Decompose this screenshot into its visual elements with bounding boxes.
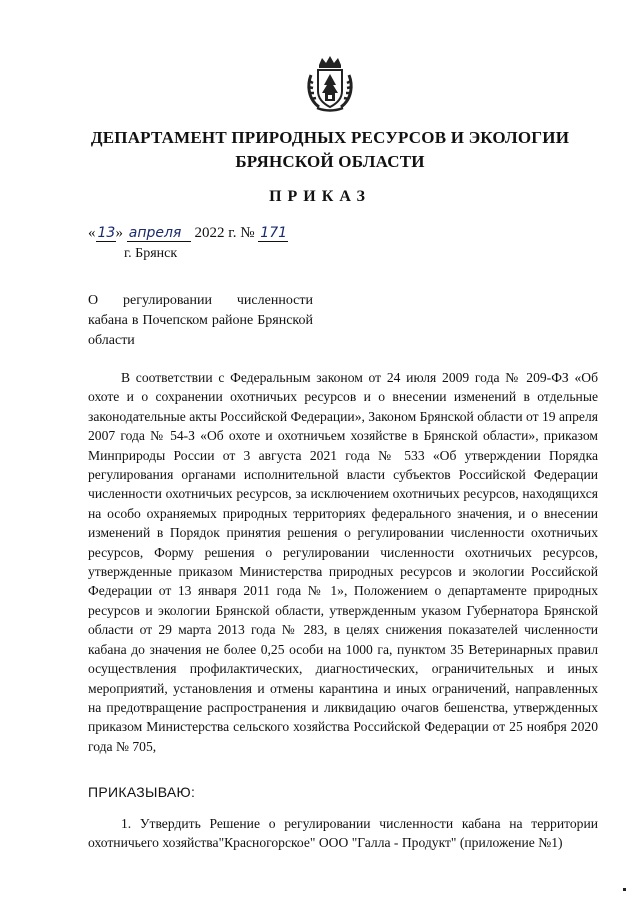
order-number: 171 xyxy=(260,225,288,241)
date-open-quote: « xyxy=(88,225,96,241)
order-item-1: 1. Утвердить Решение о регулировании численности кабана на территории охотничьего хозяйства"Красногорское" ООО "Галла - Продукт" (приложение №1) xyxy=(88,816,598,851)
order-preamble: В соответствии с Федеральным законом от 24 июля 2009 года № 209-ФЗ «Об охоте и о сохранении охотничьих ресурсов и о внесении изменений в отдельные законодательные акты Российской Федерации», Законом Брянской области от 19 апреля 2007 года № 54-З «Об охоте и охотничьем хозяйстве в Брянской области», приказом Минприроды России от 3 августа 2021 года № 533 «Об утверждении Порядка регулирования органами исполнительной власти субъектов Российской Федерации численности охотничьих ресурсов, за исключением охотничьих ресурсов, находящихся на особо охраняемых природных территориях федерального значения, и о внесении изменений в Порядок принятия решения о регулировании численности охотничьих ресурсов, Форму решения о регулировании численности охотничьих ресурсов, утвержденные приказом Министерства природных ресурсов и экологии Российской Федерации от 13 января 2011 года № 1», Положением о департаменте природных ресурсов и экологии Брянской области, утвержденным указом Губернатора Брянской области от 29 марта 2013 года № 283, в целях снижения показателей численности кабана до значения не более 0,25 особи на 1000 га, пунктом 35 Ветеринарных правил осуществления профилактических, диагностических, ограничительных и иных мероприятий, установления и отмены карантина и иных ограничений, направленных на предотвращение распространения и ликвидацию очагов бешенства, утвержденных приказом Министерства сельского хозяйства Российской Федерации от 25 ноября 2020 года № 705, xyxy=(88,370,599,754)
date-month: апреля xyxy=(127,225,191,242)
scan-speck xyxy=(623,888,626,891)
order-title: ПРИКАЗ xyxy=(269,188,371,205)
date-year-text: 2022 г. № xyxy=(194,225,255,241)
command-heading: ПРИКАЗЫВАЮ: xyxy=(88,784,196,800)
department-title: ДЕПАРТАМЕНТ ПРИРОДНЫХ РЕСУРСОВ И ЭКОЛОГИИ БРЯНСКОЙ ОБЛАСТИ xyxy=(90,128,570,171)
order-subject: О регулировании численности кабана в Почепском районе Брянской области xyxy=(88,293,313,348)
city: г. Брянск xyxy=(124,246,178,261)
bryansk-coat-of-arms-icon xyxy=(305,55,355,113)
order-date-line xyxy=(88,225,288,242)
date-close-quote: » xyxy=(115,225,123,241)
date-day: 13 xyxy=(97,225,116,241)
